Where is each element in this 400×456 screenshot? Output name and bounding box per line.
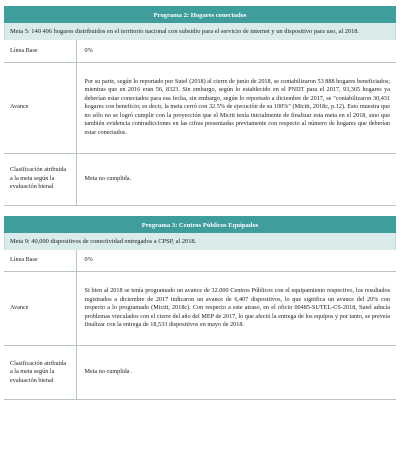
table-row	[4, 272, 396, 346]
program-2-table	[4, 40, 396, 206]
row-label: Avance	[4, 62, 76, 153]
row-label: Línea Base	[4, 40, 76, 62]
row-value: Por su parte, según lo reportado por Sutel (2018) al cierre de junio de 2018, se contabilizaron 53 888 hogares beneficiados; mientras que en 2016 eran 56, 8323. Sin embargo, según lo establecido en el PNDT para el 2017, 93,365 hogares ya deberían estar conectados para esa fecha, sin embargo, según lo reportado a diciembre de 2017, se "contabilizaron 30,431 hogares con beneficio; es decir, la meta cerró con 32.5% de ejecución de su 100%" (Micitt, 2018c, p.12). Esto muestra que no sólo no se logró cumplir con la proyección que el Micitt tenía inicialmente de finalizar esta meta en el 2018, sino que también evidencia contradicciones en las cifras presentadas previamente con respecto al número de hogares que deberían estar conectados.	[76, 62, 396, 153]
program-2-header: Programa 2: Hogares conectados	[4, 6, 396, 23]
table-row	[4, 346, 396, 400]
row-value: Si bien al 2018 se tenía programado un avance de 32.000 Centros Públicos con el equipamiento respectivo, los resultados registrados a diciembre de 2017 indicaron un avance de 6,407 dispositivos, lo que significa un avance del 20% con respecto a lo programado (Micitt, 2018c). Con respecto a este atraso, en el oficio 00485-SUTEL-CS-2018, Sutel aducía problemas vinculados con el cierre del año del MEP de 2017, lo que afectó la entrega de los equipos y por tanto, se preveía finalizar con la entrega de 18,533 dispositivos en mayo de 2018.	[76, 272, 396, 346]
row-label: Línea Base	[4, 250, 76, 272]
row-value: 0%	[76, 250, 396, 272]
table-row	[4, 153, 396, 205]
row-value: 0%	[76, 40, 396, 62]
program-3-goal: Meta 9: 40,000 dispositivos de conectividad entregados a CPSP, al 2018.	[4, 233, 396, 250]
row-label: Clasificación atribuida a la meta según la evaluación bienal	[4, 346, 76, 400]
row-value: Meta no cumplida.	[76, 153, 396, 205]
program-3-table	[4, 250, 396, 401]
program-3-header: Programa 3: Centros Públicos Equipados	[4, 216, 396, 233]
table-row	[4, 40, 396, 62]
row-value: Meta no cumplida .	[76, 346, 396, 400]
table-row	[4, 250, 396, 272]
program-2-goal: Meta 5: 140 496 hogares distribuidos en el territorio nacional con subsidio para el servicio de internet y un dispositivo para uso, al 2018.	[4, 23, 396, 40]
row-label: Avance	[4, 272, 76, 346]
table-row	[4, 62, 396, 153]
row-label: Clasificación atribuida a la meta según la evaluación bienal	[4, 153, 76, 205]
section-gap	[4, 206, 396, 216]
